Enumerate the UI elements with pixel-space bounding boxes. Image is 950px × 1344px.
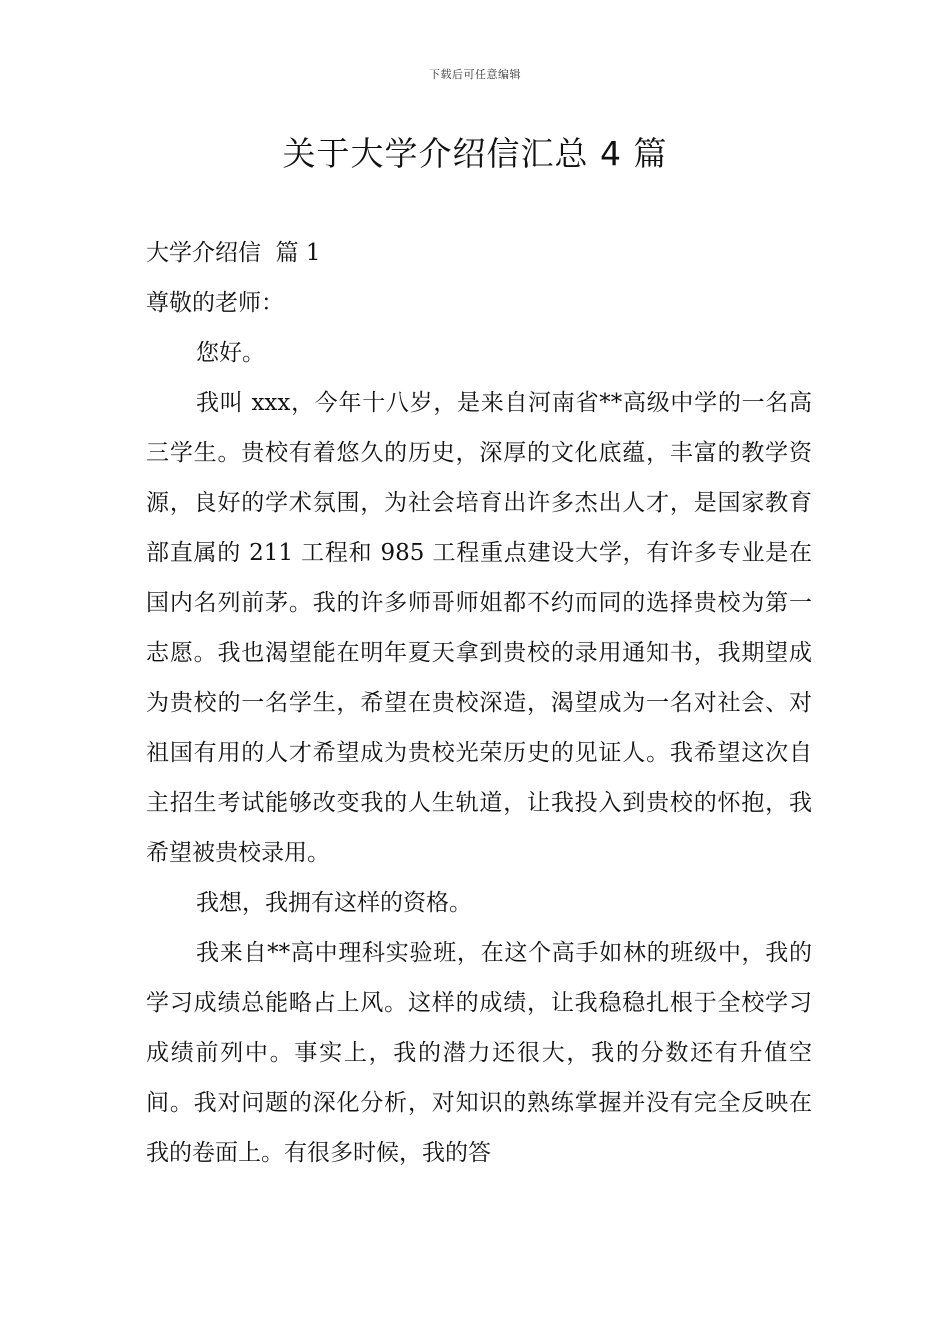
document-title: 关于大学介绍信汇总 4 篇 <box>282 134 668 173</box>
header-note: 下载后可任意编辑 <box>429 68 521 81</box>
paragraph-academic-record: 我来自**高中理科实验班，在这个高手如林的班级中，我的学习成绩总能略占上风。这样的成绩，让我稳稳扎根于全校学习成绩前列中。事实上，我的潜力还很大，我的分数还有升值空间。我对问题的深化分析，对知识的熟练掌握并没有完全反映在我的卷面上。有很多时候，我的答 <box>146 940 812 1166</box>
paragraph-greeting: 您好。 <box>196 340 265 366</box>
section-heading: 大学介绍信 篇 1 <box>146 240 321 266</box>
paragraph-qualification: 我想，我拥有这样的资格。 <box>196 890 472 916</box>
salutation: 尊敬的老师： <box>146 290 284 316</box>
document-body <box>146 228 812 1178</box>
paragraph-introduction: 我叫 xxx，今年十八岁，是来自河南省**高级中学的一名高三学生。贵校有着悠久的历史，深厚的文化底蕴，丰富的教学资源，良好的学术氛围，为社会培育出许多杰出人才，是国家教育部直属的 211 工程和 985 工程重点建设大学，有许多专业是在国内名列前茅。我的许多师哥师姐都不约而同的选择贵校为第一志愿。我也渴望能在明年夏天拿到贵校的录用通知书，我期望成为贵校的一名学生，希望在贵校深造，渴望成为一名对社会、对祖国有用的人才希望成为贵校光荣历史的见证人。我希望这次自主招生考试能够改变我的人生轨道，让我投入到贵校的怀抱，我希望被贵校录用。 <box>146 390 812 866</box>
